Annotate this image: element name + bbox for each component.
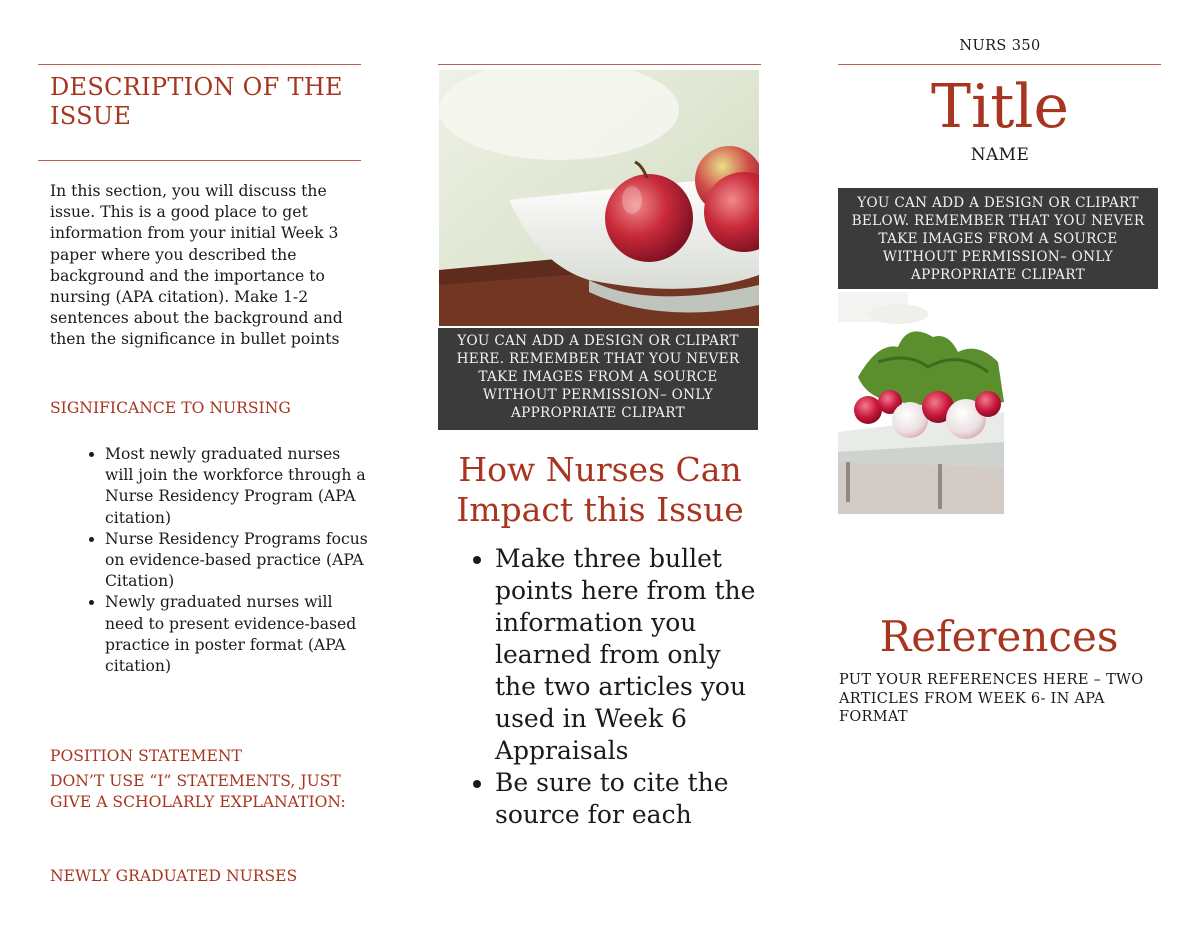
top-rule [38,64,361,65]
right-panel [800,0,1200,927]
list-item: • Be sure to cite the source for each [495,767,760,831]
middle-panel [400,0,800,927]
impact-list [460,543,760,831]
top-rule [838,64,1161,65]
radish-plate-image [838,292,1004,514]
significance-list [50,444,368,677]
left-panel [0,0,400,927]
description-heading: DESCRIPTION OF THE ISSUE [50,73,343,130]
apples-bowl-image [439,70,759,326]
significance-heading: SIGNIFICANCE TO NURSING [50,399,291,417]
position-note: DON’T USE “I” STATEMENTS, JUST GIVE A SCHOLARLY EXPLANATION: [50,772,346,812]
clipart-caption: YOU CAN ADD A DESIGN OR CLIPART BELOW. REMEMBER THAT YOU NEVER TAKE IMAGES FROM A SOURCE WITHOUT PERMISSION– ONLY APPROPRIATE CLIPART [838,188,1158,289]
heading-bottom-rule [38,160,361,161]
list-item: • Make three bullet points here from the information you learned from only the two articles you used in Week 6 Appraisals [495,543,760,767]
clipart-caption: YOU CAN ADD A DESIGN OR CLIPART HERE. REMEMBER THAT YOU NEVER TAKE IMAGES FROM A SOURCE WITHOUT PERMISSION– ONLY APPROPRIATE CLIPART [438,328,758,430]
radish-photo [838,292,1004,514]
description-body: In this section, you will discuss the issue. This is a good place to get information from your initial Week 3 paper where you described the background and the importance to nursing (APA citation). Make 1-2 sentences about the background and then the significance in bullet points [50,182,343,349]
list-item: • Newly graduated nurses will need to present evidence-based practice in poster format (APA citation) [105,592,368,677]
apples-photo [439,70,759,326]
author-name: NAME [970,145,1030,165]
position-text: NEWLY GRADUATED NURSES [50,867,298,885]
impact-heading: How Nurses Can Impact this Issue [456,450,744,529]
page-title: Title [930,72,1070,142]
references-heading: References [879,612,1119,661]
position-heading: POSITION STATEMENT [50,747,242,765]
list-item: • Nurse Residency Programs focus on evidence-based practice (APA Citation) [105,529,368,593]
list-item: • Most newly graduated nurses will join the workforce through a Nurse Residency Program (APA citation) [105,444,368,529]
course-code: NURS 350 [959,38,1041,54]
top-rule [438,64,761,65]
references-text: PUT YOUR REFERENCES HERE – TWO ARTICLES FROM WEEK 6- IN APA FORMAT [839,672,1144,725]
